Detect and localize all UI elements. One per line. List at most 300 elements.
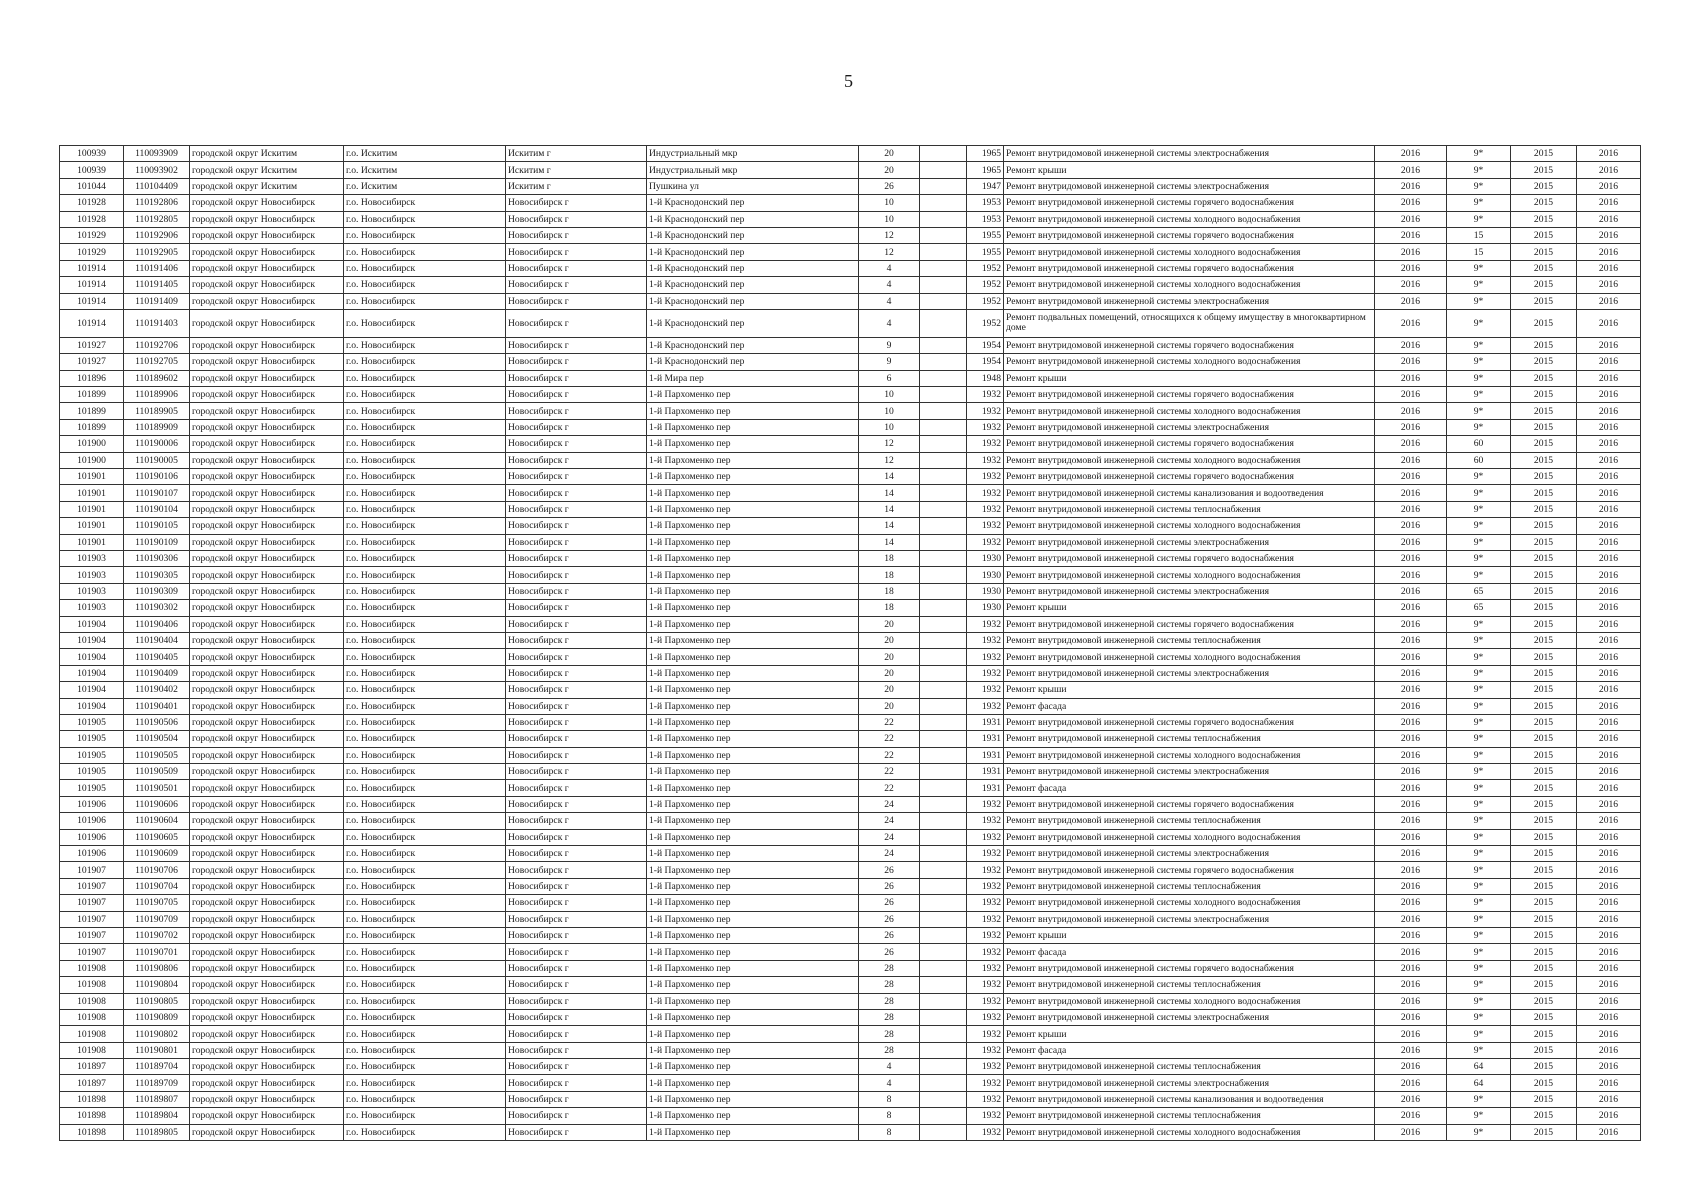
- deterioration-cell: 9*: [1447, 1009, 1511, 1025]
- locality-cell: Новосибирск г: [506, 649, 647, 665]
- build-year-cell: 1932: [967, 632, 1004, 648]
- table-row: [60, 1009, 1641, 1025]
- municipality-cell: г.о. Новосибирск: [344, 698, 506, 714]
- district-cell: городской округ Новосибирск: [190, 1124, 344, 1140]
- locality-cell: Новосибирск г: [506, 616, 647, 632]
- municipality-cell: г.о. Новосибирск: [344, 501, 506, 517]
- locality-cell: Новосибирск г: [506, 1009, 647, 1025]
- build-year-cell: 1932: [967, 501, 1004, 517]
- deterioration-cell: 9*: [1447, 370, 1511, 386]
- house-id-cell: 101904: [60, 682, 124, 698]
- deterioration-cell: 9*: [1447, 550, 1511, 566]
- district-cell: городской округ Искитим: [190, 178, 344, 194]
- work-code-cell: 110192706: [124, 337, 190, 353]
- deterioration-cell: 9*: [1447, 829, 1511, 845]
- table-row: [60, 829, 1641, 845]
- house-id-cell: 101903: [60, 583, 124, 599]
- municipality-cell: г.о. Новосибирск: [344, 469, 506, 485]
- empty-cell: [920, 1075, 967, 1091]
- start-year-cell: 2015: [1511, 1042, 1577, 1058]
- street-cell: 1-й Краснодонский пер: [647, 211, 859, 227]
- street-cell: 1-й Краснодонский пер: [647, 277, 859, 293]
- plan-year-cell: 2016: [1375, 878, 1447, 894]
- table-row: [60, 1075, 1641, 1091]
- house-id-cell: 101905: [60, 747, 124, 763]
- house-number-cell: 10: [859, 403, 920, 419]
- street-cell: 1-й Пархоменко пер: [647, 911, 859, 927]
- start-year-cell: 2015: [1511, 993, 1577, 1009]
- locality-cell: Новосибирск г: [506, 1124, 647, 1140]
- house-id-cell: 101900: [60, 436, 124, 452]
- street-cell: 1-й Пархоменко пер: [647, 1108, 859, 1124]
- locality-cell: Новосибирск г: [506, 293, 647, 309]
- work-code-cell: 110192705: [124, 354, 190, 370]
- empty-cell: [920, 309, 967, 337]
- work-code-cell: 110190804: [124, 977, 190, 993]
- start-year-cell: 2015: [1511, 518, 1577, 534]
- empty-cell: [920, 747, 967, 763]
- locality-cell: Новосибирск г: [506, 227, 647, 243]
- street-cell: 1-й Пархоменко пер: [647, 846, 859, 862]
- district-cell: городской округ Новосибирск: [190, 501, 344, 517]
- plan-year-cell: 2016: [1375, 419, 1447, 435]
- work-code-cell: 110190802: [124, 1026, 190, 1042]
- build-year-cell: 1932: [967, 911, 1004, 927]
- start-year-cell: 2015: [1511, 162, 1577, 178]
- street-cell: 1-й Пархоменко пер: [647, 1091, 859, 1107]
- plan-year-cell: 2016: [1375, 244, 1447, 260]
- district-cell: городской округ Новосибирск: [190, 1108, 344, 1124]
- street-cell: 1-й Краснодонский пер: [647, 309, 859, 337]
- municipality-cell: г.о. Новосибирск: [344, 309, 506, 337]
- plan-year-cell: 2016: [1375, 211, 1447, 227]
- locality-cell: Новосибирск г: [506, 337, 647, 353]
- plan-year-cell: 2016: [1375, 501, 1447, 517]
- build-year-cell: 1932: [967, 1091, 1004, 1107]
- municipality-cell: г.о. Новосибирск: [344, 1108, 506, 1124]
- district-cell: городской округ Новосибирск: [190, 419, 344, 435]
- plan-year-cell: 2016: [1375, 387, 1447, 403]
- street-cell: 1-й Пархоменко пер: [647, 747, 859, 763]
- empty-cell: [920, 616, 967, 632]
- municipality-cell: г.о. Новосибирск: [344, 927, 506, 943]
- table-row: [60, 813, 1641, 829]
- build-year-cell: 1932: [967, 403, 1004, 419]
- street-cell: 1-й Пархоменко пер: [647, 534, 859, 550]
- municipality-cell: г.о. Новосибирск: [344, 944, 506, 960]
- street-cell: 1-й Пархоменко пер: [647, 616, 859, 632]
- locality-cell: Новосибирск г: [506, 796, 647, 812]
- deterioration-cell: 60: [1447, 452, 1511, 468]
- plan-year-cell: 2016: [1375, 977, 1447, 993]
- start-year-cell: 2015: [1511, 227, 1577, 243]
- plan-year-cell: 2016: [1375, 649, 1447, 665]
- start-year-cell: 2015: [1511, 796, 1577, 812]
- plan-year-cell: 2016: [1375, 583, 1447, 599]
- work-code-cell: 110190006: [124, 436, 190, 452]
- street-cell: 1-й Пархоменко пер: [647, 501, 859, 517]
- work-code-cell: 110190309: [124, 583, 190, 599]
- end-year-cell: 2016: [1577, 469, 1641, 485]
- empty-cell: [920, 944, 967, 960]
- house-number-cell: 8: [859, 1108, 920, 1124]
- deterioration-cell: 9*: [1447, 1042, 1511, 1058]
- end-year-cell: 2016: [1577, 878, 1641, 894]
- deterioration-cell: 9*: [1447, 1091, 1511, 1107]
- work-type-cell: Ремонт внутридомовой инженерной системы электроснабжения: [1004, 534, 1375, 550]
- deterioration-cell: 9*: [1447, 534, 1511, 550]
- table-row: [60, 550, 1641, 566]
- end-year-cell: 2016: [1577, 1075, 1641, 1091]
- street-cell: 1-й Пархоменко пер: [647, 714, 859, 730]
- locality-cell: Новосибирск г: [506, 764, 647, 780]
- empty-cell: [920, 731, 967, 747]
- municipality-cell: г.о. Новосибирск: [344, 993, 506, 1009]
- municipality-cell: г.о. Новосибирск: [344, 452, 506, 468]
- build-year-cell: 1930: [967, 567, 1004, 583]
- work-type-cell: Ремонт внутридомовой инженерной системы электроснабжения: [1004, 293, 1375, 309]
- locality-cell: Новосибирск г: [506, 862, 647, 878]
- plan-year-cell: 2016: [1375, 616, 1447, 632]
- municipality-cell: г.о. Новосибирск: [344, 1026, 506, 1042]
- district-cell: городской округ Новосибирск: [190, 436, 344, 452]
- table-row: [60, 714, 1641, 730]
- locality-cell: Новосибирск г: [506, 469, 647, 485]
- municipality-cell: г.о. Новосибирск: [344, 1091, 506, 1107]
- house-number-cell: 26: [859, 927, 920, 943]
- municipality-cell: г.о. Новосибирск: [344, 1059, 506, 1075]
- district-cell: городской округ Новосибирск: [190, 567, 344, 583]
- start-year-cell: 2015: [1511, 764, 1577, 780]
- work-code-cell: 110189905: [124, 403, 190, 419]
- work-type-cell: Ремонт внутридомовой инженерной системы электроснабжения: [1004, 846, 1375, 862]
- work-code-cell: 110190405: [124, 649, 190, 665]
- end-year-cell: 2016: [1577, 1059, 1641, 1075]
- start-year-cell: 2015: [1511, 1009, 1577, 1025]
- house-id-cell: 101899: [60, 403, 124, 419]
- house-id-cell: 101901: [60, 469, 124, 485]
- empty-cell: [920, 534, 967, 550]
- district-cell: городской округ Новосибирск: [190, 195, 344, 211]
- house-number-cell: 10: [859, 387, 920, 403]
- plan-year-cell: 2016: [1375, 354, 1447, 370]
- end-year-cell: 2016: [1577, 911, 1641, 927]
- street-cell: 1-й Краснодонский пер: [647, 293, 859, 309]
- start-year-cell: 2015: [1511, 583, 1577, 599]
- work-code-cell: 110190501: [124, 780, 190, 796]
- start-year-cell: 2015: [1511, 419, 1577, 435]
- house-id-cell: 101905: [60, 714, 124, 730]
- end-year-cell: 2016: [1577, 813, 1641, 829]
- empty-cell: [920, 419, 967, 435]
- table-row: [60, 1042, 1641, 1058]
- municipality-cell: г.о. Новосибирск: [344, 1075, 506, 1091]
- district-cell: городской округ Новосибирск: [190, 370, 344, 386]
- table-row: [60, 878, 1641, 894]
- municipality-cell: г.о. Новосибирск: [344, 632, 506, 648]
- build-year-cell: 1932: [967, 698, 1004, 714]
- empty-cell: [920, 211, 967, 227]
- start-year-cell: 2015: [1511, 337, 1577, 353]
- start-year-cell: 2015: [1511, 178, 1577, 194]
- deterioration-cell: 9*: [1447, 354, 1511, 370]
- end-year-cell: 2016: [1577, 780, 1641, 796]
- build-year-cell: 1932: [967, 1042, 1004, 1058]
- empty-cell: [920, 370, 967, 386]
- start-year-cell: 2015: [1511, 469, 1577, 485]
- street-cell: 1-й Пархоменко пер: [647, 632, 859, 648]
- empty-cell: [920, 698, 967, 714]
- municipality-cell: г.о. Новосибирск: [344, 960, 506, 976]
- plan-year-cell: 2016: [1375, 698, 1447, 714]
- plan-year-cell: 2016: [1375, 1042, 1447, 1058]
- build-year-cell: 1932: [967, 944, 1004, 960]
- empty-cell: [920, 862, 967, 878]
- street-cell: 1-й Пархоменко пер: [647, 436, 859, 452]
- work-code-cell: 110190104: [124, 501, 190, 517]
- plan-year-cell: 2016: [1375, 1075, 1447, 1091]
- end-year-cell: 2016: [1577, 616, 1641, 632]
- plan-year-cell: 2016: [1375, 550, 1447, 566]
- locality-cell: Новосибирск г: [506, 846, 647, 862]
- table-body: [60, 146, 1641, 1141]
- start-year-cell: 2015: [1511, 977, 1577, 993]
- work-type-cell: Ремонт внутридомовой инженерной системы электроснабжения: [1004, 764, 1375, 780]
- house-number-cell: 14: [859, 534, 920, 550]
- end-year-cell: 2016: [1577, 665, 1641, 681]
- start-year-cell: 2015: [1511, 600, 1577, 616]
- plan-year-cell: 2016: [1375, 162, 1447, 178]
- municipality-cell: г.о. Новосибирск: [344, 195, 506, 211]
- empty-cell: [920, 195, 967, 211]
- build-year-cell: 1932: [967, 682, 1004, 698]
- locality-cell: Новосибирск г: [506, 518, 647, 534]
- house-id-cell: 101907: [60, 895, 124, 911]
- work-type-cell: Ремонт фасада: [1004, 1042, 1375, 1058]
- start-year-cell: 2015: [1511, 829, 1577, 845]
- end-year-cell: 2016: [1577, 436, 1641, 452]
- house-number-cell: 26: [859, 911, 920, 927]
- deterioration-cell: 9*: [1447, 764, 1511, 780]
- empty-cell: [920, 632, 967, 648]
- deterioration-cell: 9*: [1447, 178, 1511, 194]
- municipality-cell: г.о. Новосибирск: [344, 1124, 506, 1140]
- work-type-cell: Ремонт внутридомовой инженерной системы электроснабжения: [1004, 178, 1375, 194]
- work-code-cell: 110190504: [124, 731, 190, 747]
- municipality-cell: г.о. Новосибирск: [344, 665, 506, 681]
- locality-cell: Новосибирск г: [506, 878, 647, 894]
- plan-year-cell: 2016: [1375, 195, 1447, 211]
- table-row: [60, 682, 1641, 698]
- end-year-cell: 2016: [1577, 1042, 1641, 1058]
- locality-cell: Новосибирск г: [506, 419, 647, 435]
- plan-year-cell: 2016: [1375, 960, 1447, 976]
- district-cell: городской округ Новосибирск: [190, 829, 344, 845]
- work-code-cell: 110190702: [124, 927, 190, 943]
- deterioration-cell: 9*: [1447, 862, 1511, 878]
- build-year-cell: 1932: [967, 436, 1004, 452]
- page-number: 5: [844, 71, 853, 91]
- work-type-cell: Ремонт внутридомовой инженерной системы горячего водоснабжения: [1004, 436, 1375, 452]
- plan-year-cell: 2016: [1375, 293, 1447, 309]
- district-cell: городской округ Новосибирск: [190, 813, 344, 829]
- locality-cell: Новосибирск г: [506, 944, 647, 960]
- empty-cell: [920, 846, 967, 862]
- table-row: [60, 731, 1641, 747]
- plan-year-cell: 2016: [1375, 567, 1447, 583]
- start-year-cell: 2015: [1511, 195, 1577, 211]
- start-year-cell: 2015: [1511, 244, 1577, 260]
- house-number-cell: 6: [859, 370, 920, 386]
- house-id-cell: 101904: [60, 698, 124, 714]
- end-year-cell: 2016: [1577, 714, 1641, 730]
- house-id-cell: 101914: [60, 293, 124, 309]
- house-number-cell: 10: [859, 211, 920, 227]
- locality-cell: Новосибирск г: [506, 211, 647, 227]
- municipality-cell: г.о. Новосибирск: [344, 862, 506, 878]
- end-year-cell: 2016: [1577, 1091, 1641, 1107]
- work-code-cell: 110093902: [124, 162, 190, 178]
- locality-cell: Новосибирск г: [506, 370, 647, 386]
- plan-year-cell: 2016: [1375, 1059, 1447, 1075]
- table-row: [60, 632, 1641, 648]
- empty-cell: [920, 501, 967, 517]
- build-year-cell: 1953: [967, 195, 1004, 211]
- build-year-cell: 1931: [967, 780, 1004, 796]
- house-id-cell: 101928: [60, 195, 124, 211]
- end-year-cell: 2016: [1577, 747, 1641, 763]
- end-year-cell: 2016: [1577, 862, 1641, 878]
- municipality-cell: г.о. Новосибирск: [344, 846, 506, 862]
- start-year-cell: 2015: [1511, 747, 1577, 763]
- house-number-cell: 18: [859, 600, 920, 616]
- plan-year-cell: 2016: [1375, 1091, 1447, 1107]
- empty-cell: [920, 387, 967, 403]
- deterioration-cell: 9*: [1447, 813, 1511, 829]
- empty-cell: [920, 354, 967, 370]
- build-year-cell: 1948: [967, 370, 1004, 386]
- empty-cell: [920, 146, 967, 162]
- deterioration-cell: 9*: [1447, 146, 1511, 162]
- house-id-cell: 101899: [60, 419, 124, 435]
- street-cell: 1-й Краснодонский пер: [647, 195, 859, 211]
- table-row: [60, 387, 1641, 403]
- table-row: [60, 146, 1641, 162]
- empty-cell: [920, 993, 967, 1009]
- deterioration-cell: 9*: [1447, 1124, 1511, 1140]
- district-cell: городской округ Искитим: [190, 162, 344, 178]
- empty-cell: [920, 452, 967, 468]
- deterioration-cell: 9*: [1447, 796, 1511, 812]
- district-cell: городской округ Новосибирск: [190, 244, 344, 260]
- plan-year-cell: 2016: [1375, 731, 1447, 747]
- municipality-cell: г.о. Новосибирск: [344, 747, 506, 763]
- plan-year-cell: 2016: [1375, 227, 1447, 243]
- end-year-cell: 2016: [1577, 244, 1641, 260]
- locality-cell: Новосибирск г: [506, 698, 647, 714]
- deterioration-cell: 9*: [1447, 260, 1511, 276]
- deterioration-cell: 9*: [1447, 747, 1511, 763]
- district-cell: городской округ Новосибирск: [190, 747, 344, 763]
- district-cell: городской округ Новосибирск: [190, 534, 344, 550]
- house-number-cell: 28: [859, 977, 920, 993]
- district-cell: городской округ Новосибирск: [190, 403, 344, 419]
- table-row: [60, 354, 1641, 370]
- work-type-cell: Ремонт внутридомовой инженерной системы теплоснабжения: [1004, 1059, 1375, 1075]
- start-year-cell: 2015: [1511, 309, 1577, 337]
- deterioration-cell: 64: [1447, 1075, 1511, 1091]
- empty-cell: [920, 1042, 967, 1058]
- street-cell: 1-й Пархоменко пер: [647, 698, 859, 714]
- district-cell: городской округ Новосибирск: [190, 895, 344, 911]
- plan-year-cell: 2016: [1375, 260, 1447, 276]
- municipality-cell: г.о. Новосибирск: [344, 567, 506, 583]
- end-year-cell: 2016: [1577, 162, 1641, 178]
- house-id-cell: 101927: [60, 337, 124, 353]
- table-row: [60, 469, 1641, 485]
- locality-cell: Новосибирск г: [506, 1108, 647, 1124]
- district-cell: городской округ Новосибирск: [190, 337, 344, 353]
- district-cell: городской округ Новосибирск: [190, 260, 344, 276]
- district-cell: городской округ Новосибирск: [190, 354, 344, 370]
- empty-cell: [920, 485, 967, 501]
- start-year-cell: 2015: [1511, 878, 1577, 894]
- table-row: [60, 1108, 1641, 1124]
- end-year-cell: 2016: [1577, 501, 1641, 517]
- municipality-cell: г.о. Новосибирск: [344, 911, 506, 927]
- end-year-cell: 2016: [1577, 211, 1641, 227]
- municipality-cell: г.о. Новосибирск: [344, 227, 506, 243]
- street-cell: 1-й Пархоменко пер: [647, 878, 859, 894]
- start-year-cell: 2015: [1511, 731, 1577, 747]
- empty-cell: [920, 649, 967, 665]
- municipality-cell: г.о. Новосибирск: [344, 387, 506, 403]
- table-row: [60, 370, 1641, 386]
- start-year-cell: 2015: [1511, 370, 1577, 386]
- locality-cell: Новосибирск г: [506, 534, 647, 550]
- work-type-cell: Ремонт внутридомовой инженерной системы горячего водоснабжения: [1004, 616, 1375, 632]
- deterioration-cell: 9*: [1447, 1026, 1511, 1042]
- build-year-cell: 1955: [967, 244, 1004, 260]
- house-id-cell: 101903: [60, 567, 124, 583]
- start-year-cell: 2015: [1511, 550, 1577, 566]
- locality-cell: Новосибирск г: [506, 682, 647, 698]
- empty-cell: [920, 227, 967, 243]
- build-year-cell: 1932: [967, 862, 1004, 878]
- house-number-cell: 26: [859, 878, 920, 894]
- plan-year-cell: 2016: [1375, 747, 1447, 763]
- work-code-cell: 110191403: [124, 309, 190, 337]
- locality-cell: Новосибирск г: [506, 1075, 647, 1091]
- deterioration-cell: 9*: [1447, 337, 1511, 353]
- deterioration-cell: 9*: [1447, 911, 1511, 927]
- start-year-cell: 2015: [1511, 403, 1577, 419]
- deterioration-cell: 9*: [1447, 567, 1511, 583]
- house-id-cell: 101044: [60, 178, 124, 194]
- house-number-cell: 4: [859, 293, 920, 309]
- end-year-cell: 2016: [1577, 1108, 1641, 1124]
- empty-cell: [920, 895, 967, 911]
- empty-cell: [920, 829, 967, 845]
- build-year-cell: 1955: [967, 227, 1004, 243]
- locality-cell: Новосибирск г: [506, 567, 647, 583]
- table-row: [60, 309, 1641, 337]
- work-type-cell: Ремонт внутридомовой инженерной системы холодного водоснабжения: [1004, 829, 1375, 845]
- deterioration-cell: 9*: [1447, 501, 1511, 517]
- start-year-cell: 2015: [1511, 944, 1577, 960]
- house-number-cell: 12: [859, 436, 920, 452]
- table-row: [60, 260, 1641, 276]
